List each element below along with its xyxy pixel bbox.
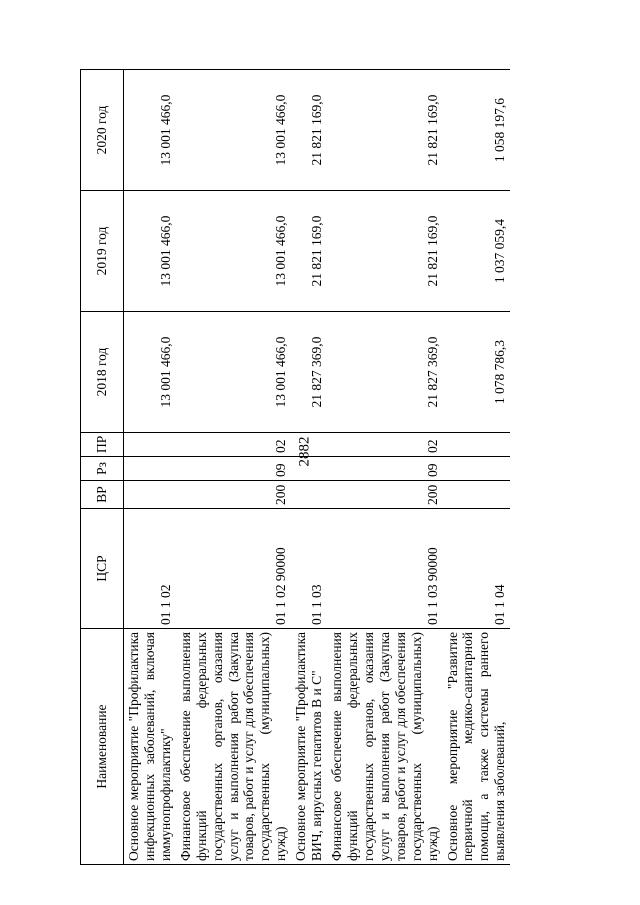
row-vr	[124, 481, 176, 509]
header-vr: ВР	[81, 481, 124, 509]
budget-table-frame	[80, 70, 615, 865]
header-2020: 2020 год	[81, 70, 124, 191]
row-csr: 01 1 03 90000	[327, 509, 442, 629]
row-csr: 01 1 04	[443, 509, 511, 629]
row-2019: 13 001 466,0	[176, 191, 291, 312]
row-2020: 13 001 466,0	[124, 70, 176, 191]
row-name: Финансовое обеспечение выполнения функций федеральных государственных органов, оказания услуг и выполнения работ (Закупка товаров, работ и услуг для обеспечения государственных (муниципальных) нужд)	[327, 629, 442, 865]
row-2020: 13 001 466,0	[176, 70, 291, 191]
row-pr: 02	[327, 433, 442, 457]
row-2018: 21 827 369,0	[327, 312, 442, 433]
row-rz: 09	[327, 457, 442, 481]
table-row	[124, 70, 176, 865]
table-row	[443, 70, 511, 865]
row-vr	[291, 481, 327, 509]
row-pr	[124, 433, 176, 457]
header-2019: 2019 год	[81, 191, 124, 312]
table-row	[327, 70, 442, 865]
header-2018: 2018 год	[81, 312, 124, 433]
row-2019: 21 821 169,0	[291, 191, 327, 312]
row-rz	[443, 457, 511, 481]
header-row	[81, 70, 124, 865]
header-name: Наименование	[81, 629, 124, 865]
page-number: 2882	[296, 436, 313, 467]
row-name: Финансовое обеспечение выполнения функций федеральных государственных органов, оказания услуг и выполнения работ (Закупка товаров, работ и услуг для обеспечения государственных (муниципальных) нужд)	[176, 629, 291, 865]
row-name: Основное мероприятие "Профилактика ВИЧ, вирусных гепатитов В и С"	[291, 629, 327, 865]
row-pr: 02	[176, 433, 291, 457]
header-csr: ЦСР	[81, 509, 124, 629]
row-2020: 21 821 169,0	[291, 70, 327, 191]
row-2019: 21 821 169,0	[327, 191, 442, 312]
row-2019: 1 037 059,4	[443, 191, 511, 312]
row-csr: 01 1 02	[124, 509, 176, 629]
row-2018: 13 001 466,0	[176, 312, 291, 433]
row-rz: 09	[176, 457, 291, 481]
table-row	[291, 70, 327, 865]
row-2018: 13 001 466,0	[124, 312, 176, 433]
row-pr	[291, 433, 327, 457]
table-body	[124, 70, 511, 865]
table-header	[81, 70, 124, 865]
budget-table	[80, 69, 510, 865]
row-csr: 01 1 03	[291, 509, 327, 629]
row-2018: 21 827 369,0	[291, 312, 327, 433]
row-pr	[443, 433, 511, 457]
table-row	[176, 70, 291, 865]
row-name: Основное мероприятие "Развитие первичной медико-санитарной помощи, а также системы раннего выявления заболеваний,	[443, 629, 511, 865]
row-vr	[443, 481, 511, 509]
row-vr: 200	[176, 481, 291, 509]
row-csr: 01 1 02 90000	[176, 509, 291, 629]
row-2019: 13 001 466,0	[124, 191, 176, 312]
header-rz: Рз	[81, 457, 124, 481]
row-vr: 200	[327, 481, 442, 509]
header-pr: ПР	[81, 433, 124, 457]
row-rz	[291, 457, 327, 481]
row-2020: 21 821 169,0	[327, 70, 442, 191]
row-rz	[124, 457, 176, 481]
row-2020: 1 058 197,6	[443, 70, 511, 191]
row-2018: 1 078 786,3	[443, 312, 511, 433]
row-name: Основное мероприятие "Профилактика инфекционных заболеваний, включая иммунопрофилактику"	[124, 629, 176, 865]
